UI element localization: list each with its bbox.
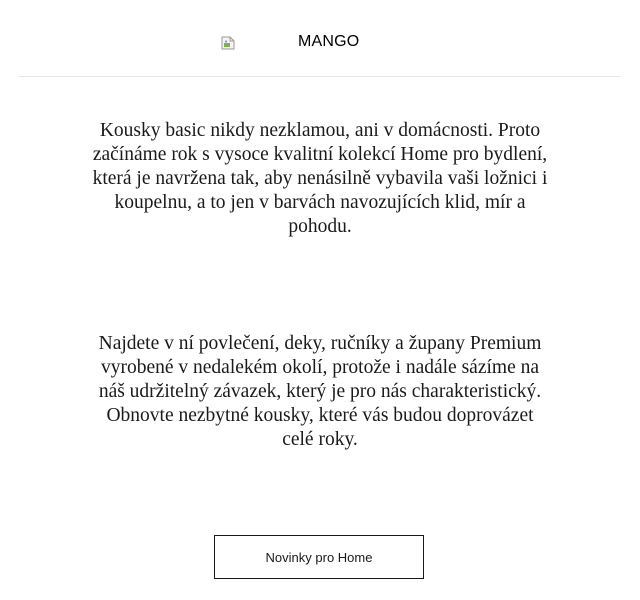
intro-paragraph: Kousky basic nikdy nezklamou, ani v domácnosti. Proto začínáme rok s vysoce kvalitní kolekcí Home pro bydlení, která je navržena tak, aby nenásilně vybavila vaši ložnici i koupelnu, a to jen v barvách navozujících klid, mír a pohodu.	[92, 120, 548, 237]
brand-logo-text[interactable]: MANGO	[298, 33, 360, 50]
email-header	[18, 0, 620, 77]
home-news-button[interactable]: Novinky pro Home	[214, 535, 424, 579]
broken-image-icon[interactable]	[220, 35, 236, 51]
collection-paragraph: Najdete v ní povlečení, deky, ručníky a župany Premium vyrobené v nedalekém okolí, protože i nadále sázíme na náš udržitelný závazek, který je pro nás charakteristický. Obnovte nezbytné kousky, které vás budou doprovázet celé roky.	[98, 333, 542, 450]
